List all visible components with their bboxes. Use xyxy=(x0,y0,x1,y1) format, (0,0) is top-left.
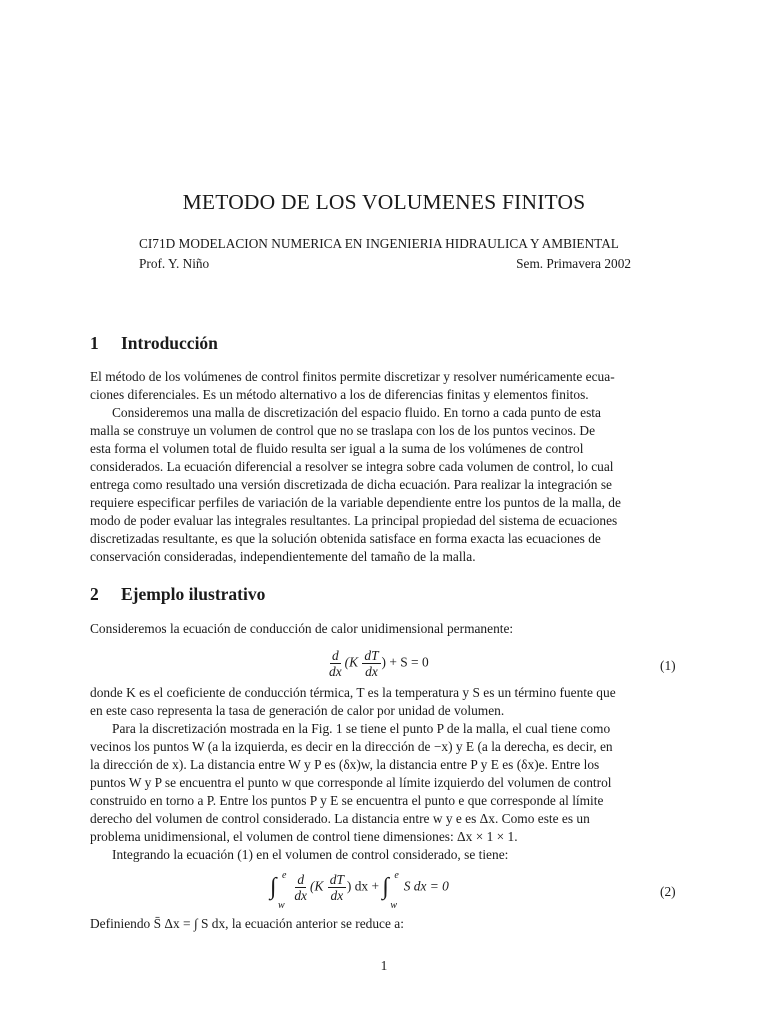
semester: Sem. Primavera 2002 xyxy=(516,256,631,271)
equation-term: ) dx + xyxy=(346,878,380,894)
denominator: dx xyxy=(365,664,378,679)
integral-upper-limit: e xyxy=(394,870,399,881)
equation-2 xyxy=(0,870,768,916)
text-line: Consideremos una malla de discretización del espacio fluido. En torno a cada punto de esta xyxy=(112,405,601,420)
course-name: CI71D MODELACION NUMERICA EN INGENIERIA HIDRAULICA Y AMBIENTAL xyxy=(139,236,619,251)
page-title: METODO DE LOS VOLUMENES FINITOS xyxy=(182,190,586,214)
denominator: dx xyxy=(329,664,342,679)
denominator: dx xyxy=(330,888,344,903)
section-heading-ejemplo xyxy=(90,584,265,605)
text-line: entrega como resultado una versión discretizada de dicha ecuación. Para realizar la integración se xyxy=(90,477,612,492)
text-line: construido en torno a P. Entre los puntos P y E se encuentra el punto e que corresponde al límite xyxy=(90,793,604,808)
denominator: dx xyxy=(294,888,307,903)
fraction xyxy=(328,872,346,903)
text-line: discretizadas resultante, es que la solución obtenida satisface en forma exacta las ecuaciones de xyxy=(90,531,601,546)
section-title: Ejemplo ilustrativo xyxy=(121,584,266,604)
equation-term: (K xyxy=(344,654,359,670)
integral-sign: ∫ e w xyxy=(270,870,287,911)
section-heading-introduccion xyxy=(90,333,218,354)
section-title: Introducción xyxy=(121,333,218,353)
equation-body xyxy=(270,870,449,911)
text-line: considerados. La ecuación diferencial a resolver se integra sobre cada volumen de control, lo cual xyxy=(90,459,614,474)
text-line: vecinos los puntos W (a la izquierda, es decir en la dirección de −x) y E (a la derecha, es decir, en xyxy=(90,739,613,754)
equation-1 xyxy=(0,648,768,688)
text-line: ciones diferenciales. Es un método alternativo a los de diferencias finitas y elementos finitos. xyxy=(90,387,589,402)
section2-intro xyxy=(90,620,678,638)
integral-upper-limit: e xyxy=(282,870,287,881)
numerator: d xyxy=(331,648,339,663)
fraction xyxy=(327,648,344,679)
text-line: malla se construye un volumen de control que no se traslapa con los de los puntos vecinos. De xyxy=(90,423,596,438)
equation-term: ) + S = 0 xyxy=(381,654,429,670)
numerator: dT xyxy=(364,648,379,663)
author-line xyxy=(139,256,631,272)
equation-term: (K xyxy=(310,878,324,894)
paragraph-after-eq1 xyxy=(90,684,678,864)
section-number: 2 xyxy=(90,584,99,604)
equation-number: (2) xyxy=(660,884,676,899)
text-line: Integrando la ecuación (1) en el volumen de control considerado, se tiene: xyxy=(112,847,509,862)
text-line: Definiendo S̄ Δx = ∫ S dx, la ecuación anterior se reduce a: xyxy=(90,916,404,931)
numerator: dT xyxy=(329,872,344,887)
numerator: d xyxy=(297,872,305,887)
defining-line xyxy=(90,915,678,933)
text-line: requiere especificar perfiles de variación de la variable dependiente entre los puntos de la malla, de xyxy=(90,495,621,510)
text-line: en este caso representa la tasa de generación de calor por unidad de volumen. xyxy=(90,703,505,718)
text-line: esta forma el volumen total de fluido resulta ser igual a la suma de los volúmenes de control xyxy=(90,441,584,456)
text-line: Consideremos la ecuación de conducción de calor unidimensional permanente: xyxy=(90,621,514,636)
integral-sign: ∫ e w xyxy=(382,870,399,911)
text-line: la dirección de x). La distancia entre W y P es (δx)w, la distancia entre P y E es (δx)e. Entre los xyxy=(90,757,600,772)
text-line: problema unidimensional, el volumen de control tiene dimensiones: Δx × 1 × 1. xyxy=(90,829,518,844)
fraction xyxy=(292,872,309,903)
text-line: conservación consideradas, independientemente del tamaño de la malla. xyxy=(90,549,476,564)
integral-lower-limit: w xyxy=(390,900,398,911)
equation-term: S dx = 0 xyxy=(403,878,449,894)
text-line: puntos W y P se encuentra el punto w que corresponde al límite izquierdo del volumen de control xyxy=(90,775,612,790)
author: Prof. Y. Niño xyxy=(139,256,210,271)
text-line: Para la discretización mostrada en la Fig. 1 se tiene el punto P de la malla, el cual tiene como xyxy=(112,721,611,736)
equation-body xyxy=(326,648,429,679)
intro-paragraph-1 xyxy=(90,368,678,566)
text-line: modo de poder evaluar las integrales resultantes. La principal propiedad del sistema de ecuaciones xyxy=(90,513,618,528)
equation-number: (1) xyxy=(660,658,676,673)
text-line: El método de los volúmenes de control finitos permite discretizar y resolver numéricamente ecua- xyxy=(90,369,615,384)
fraction xyxy=(362,648,380,679)
section-number: 1 xyxy=(90,333,99,353)
page-number: 1 xyxy=(380,958,388,973)
text-line: derecho del volumen de control considerado. La distancia entre w y e es Δx. Como este es un xyxy=(90,811,590,826)
text-line: donde K es el coeficiente de conducción térmica, T es la temperatura y S es un término fuente que xyxy=(90,685,616,700)
integral-lower-limit: w xyxy=(278,900,285,911)
